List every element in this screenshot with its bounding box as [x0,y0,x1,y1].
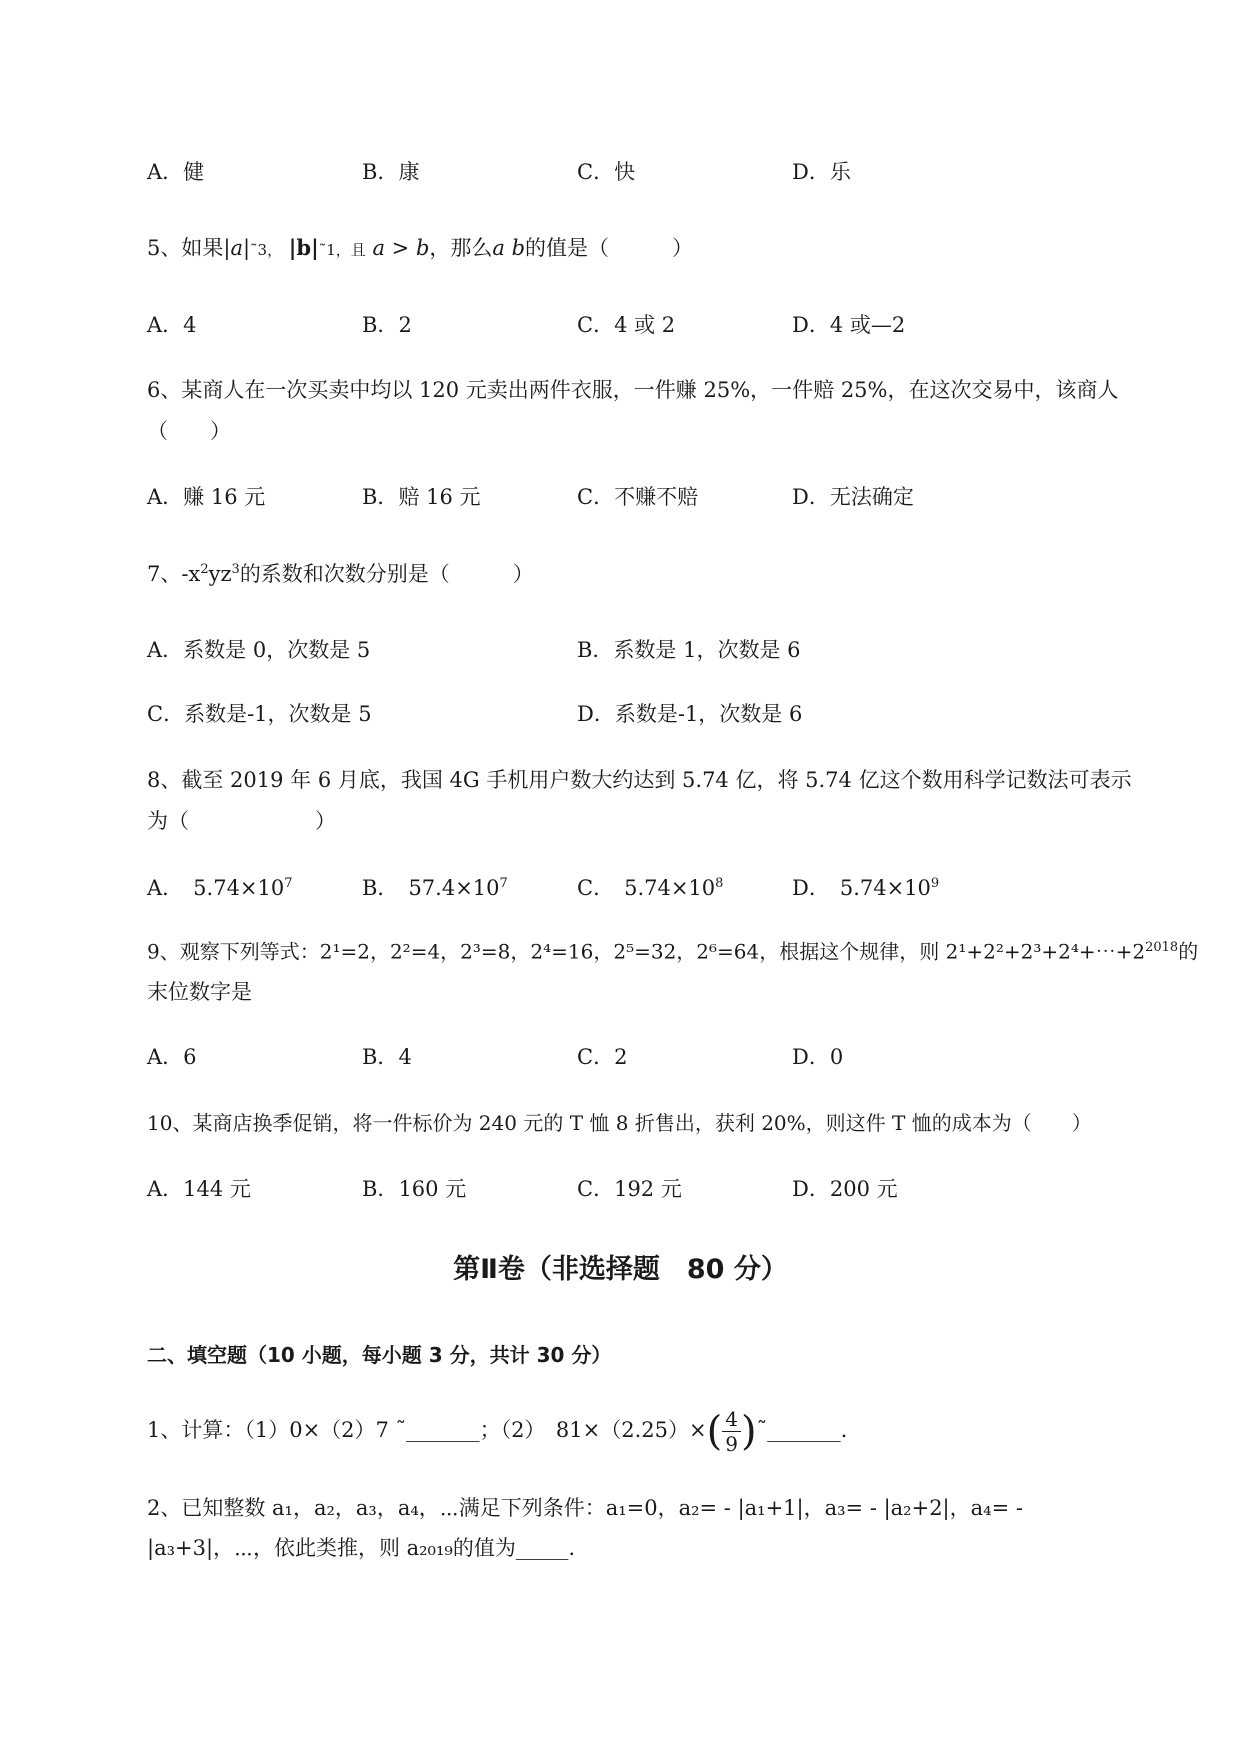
q9-stem-line2: 末位数字是 [147,980,252,1004]
option-letter: D． [792,485,830,509]
option-text: 192 元 [614,1177,682,1201]
option-letter: C． [577,876,615,900]
option-text: 系数是 1，次数是 6 [613,638,801,662]
section2-title: 二、填空题（10 小题，每小题 3 分，共计 30 分） [147,1343,612,1367]
option-letter: A． [147,638,184,662]
option-text: 快 [614,160,636,184]
left-paren-icon: ( [706,1408,723,1455]
option-text: 系数是 0，次数是 5 [183,638,371,662]
fill2-stem-line2: |a₃+3|，⋯，依此类推，则 a₂₀₁₉的值为_____. [147,1536,575,1560]
q4-option-d [792,162,851,183]
q7-option-a [147,640,370,661]
option-letter: D． [792,160,830,184]
q9-option-a [147,1047,197,1068]
q6-option-a [147,487,265,508]
option-text: 不赚不赔 [614,485,699,509]
q8-stem-line2: 为（ ） [147,809,336,833]
q5-eq1: ˜3， [250,241,283,259]
option-text: 4 [183,313,197,337]
option-text: 6 [183,1045,197,1069]
option-letter: A． [147,313,184,337]
q9-line1-main: 9、观察下列等式：2¹=2，2²=4，2³=8，2⁴=16，2⁵=32，2⁶=64，根据这个规律，则 2¹+2²+2³+2⁴+⋯+2 [147,939,1146,964]
option-text: 乐 [829,160,851,184]
q7-prefix: 7、-x [147,562,201,586]
option-letter: B． [362,160,399,184]
q7-stem [147,563,534,585]
option-letter: C． [577,1177,615,1201]
fill1-prefix: 1、计算：（1）0×（2）7 ˜_______；（2） 81×（2.25）× [147,1418,707,1442]
q6-option-b [362,487,481,508]
q8-option-c [577,877,723,899]
q5-stem [147,237,693,259]
right-paren-icon: ) [740,1408,757,1455]
fill1-suffix: ˜_______. [756,1418,848,1442]
option-text: 4 或 2 [614,313,676,337]
option-text: 健 [183,160,205,184]
option-letter: C． [147,702,185,726]
fraction [722,1407,741,1456]
option-text: 赚 16 元 [183,485,266,509]
option-text: 康 [398,160,420,184]
option-letter: C． [577,485,615,509]
q10-option-a [147,1179,251,1200]
option-base: 5.74×10 [839,876,931,900]
q8-option-a [147,877,293,899]
q5-suffix: 的值是（ ） [525,236,694,260]
option-text: 200 元 [829,1177,898,1201]
fraction-denominator: 9 [725,1432,738,1456]
q5-expression: a b [492,236,526,260]
option-letter: A． [147,1045,184,1069]
option-base: 57.4×10 [408,876,500,900]
q5-eq2: ˜1，且 [318,241,366,259]
option-letter: B． [362,485,399,509]
fraction-numerator: 4 [722,1407,741,1432]
option-text: 系数是-1，次数是 5 [184,702,372,726]
fill1-stem [147,1400,847,1460]
option-text: 赔 16 元 [398,485,481,509]
option-text: 4 或—2 [829,313,906,337]
option-exponent: 7 [499,876,508,891]
option-letter: D． [577,702,615,726]
option-text: 160 元 [398,1177,467,1201]
option-letter: C． [577,160,615,184]
q4-option-b [362,162,419,183]
q7-option-d [577,704,802,725]
q10-option-c [577,1179,682,1200]
q9-option-c [577,1047,627,1068]
q6-stem-line1: 6、某商人在一次买卖中均以 120 元卖出两件衣服，一件赚 25%，一件赔 25%，在这次交易中，该商人 [147,378,1119,402]
fill2-stem-line1: 2、已知整数 a₁，a₂，a₃，a₄，⋯满足下列条件：a₁=0，a₂= - |a₁+1|，a₃= - |a₂+2|，a₄= - [147,1496,1023,1520]
q5-option-d [792,315,905,336]
option-letter: D． [792,313,830,337]
part2-title: 第Ⅱ卷（非选择题 80 分） [453,1254,788,1285]
q5-option-b [362,315,412,336]
option-letter: B． [577,638,614,662]
option-letter: D． [792,876,830,900]
q6-option-d [792,487,914,508]
q7-option-c [147,704,372,725]
q8-option-d [792,877,939,899]
q10-option-d [792,1179,898,1200]
q5-a-abs: |a| [223,236,251,260]
option-letter: C． [577,313,615,337]
q6-stem-line2: （ ） [147,419,231,443]
option-letter: A． [147,485,184,509]
option-text: 144 元 [183,1177,251,1201]
q5-mid: ，那么 [429,236,493,260]
q6-option-c [577,487,698,508]
option-text: 系数是-1，次数是 6 [614,702,803,726]
option-exponent: 9 [930,876,940,891]
q4-option-a [147,162,204,183]
option-letter: C． [577,1045,615,1069]
option-letter: A． [147,1177,184,1201]
q5-prefix: 5、如果 [147,236,224,260]
q8-option-b [362,877,508,899]
option-letter: A． [147,160,184,184]
option-text: 0 [829,1045,844,1069]
option-base: 5.74×10 [624,876,716,900]
q9-exponent: 2018 [1145,940,1179,955]
option-letter: D． [792,1045,830,1069]
q9-line1-end: 的 [1178,939,1199,964]
option-exponent: 7 [284,876,293,891]
q9-stem-line1 [147,941,1198,962]
q10-stem: 10、某商店换季促销，将一件标价为 240 元的 T 恤 8 折售出，获利 20%，则这件 T 恤的成本为（ ） [147,1111,1092,1135]
q7-option-b [577,640,801,661]
q4-option-c [577,162,635,183]
option-text: 2 [398,313,412,337]
q7-exponent-1: 2 [200,562,209,577]
q7-suffix: 的系数和次数分别是（ ） [239,562,534,586]
q9-option-d [792,1047,843,1068]
q5-option-c [577,315,675,336]
option-letter: B． [362,1177,399,1201]
q9-option-b [362,1047,412,1068]
q10-option-b [362,1179,466,1200]
option-text: 4 [398,1045,412,1069]
q7-exponent-2: 3 [231,562,240,577]
q7-mid: yz [208,562,232,586]
option-letter: D． [792,1177,830,1201]
q5-option-a [147,315,197,336]
option-text: 无法确定 [829,485,914,509]
q8-stem-line1: 8、截至 2019 年 6 月底，我国 4G 手机用户数大约达到 5.74 亿，将 5.74 亿这个数用科学记数法可表示 [147,768,1132,792]
option-letter: B． [362,1045,399,1069]
option-letter: B． [362,876,399,900]
q5-b-abs: |b| [288,235,319,260]
option-letter: B． [362,313,399,337]
q5-condition: a > b [372,236,430,260]
option-exponent: 8 [715,876,724,891]
option-letter: A． [147,876,184,900]
option-base: 5.74×10 [193,876,285,900]
option-text: 2 [614,1045,628,1069]
